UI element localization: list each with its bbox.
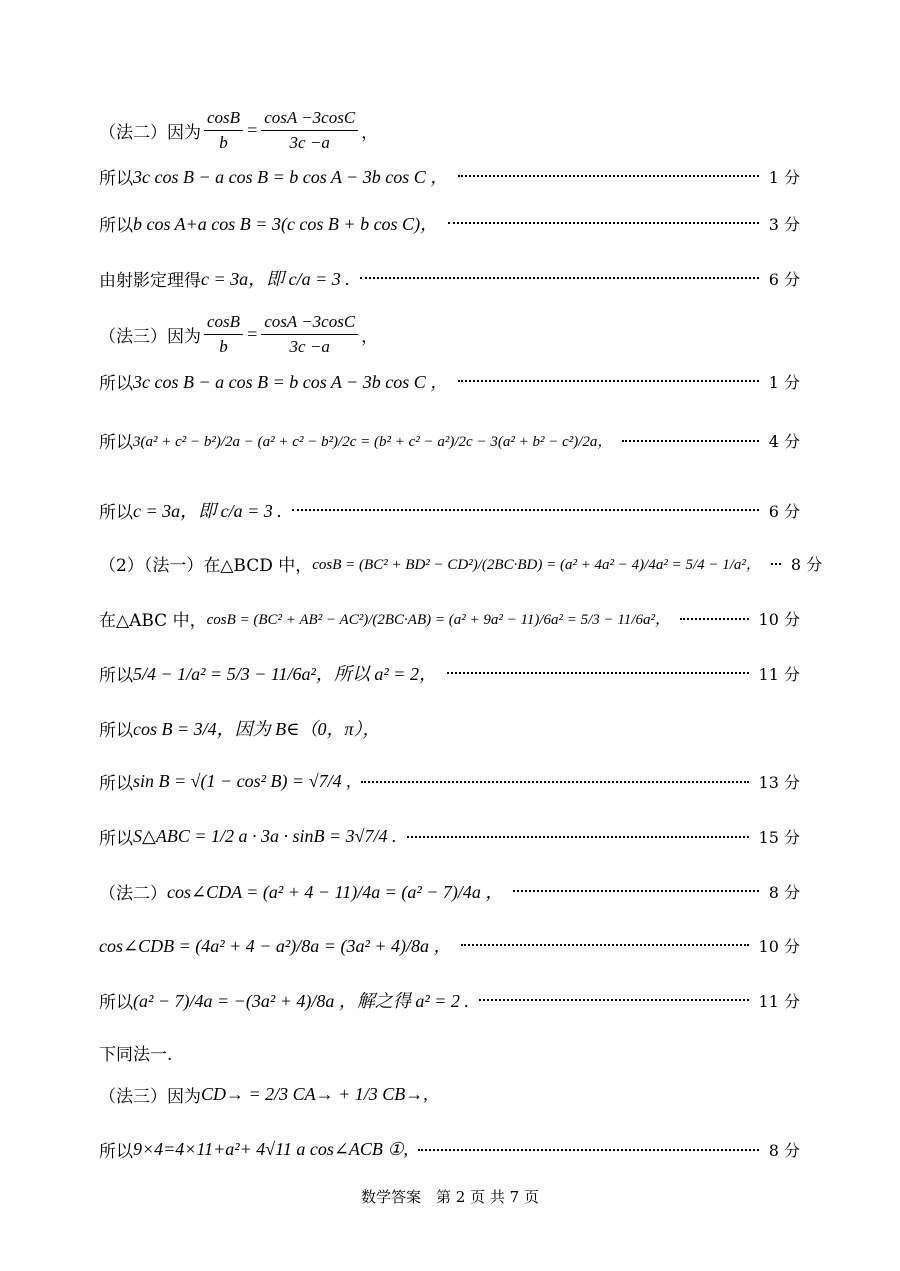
math-expr: 3c cos B − a cos B = b cos A − 3b cos C ， xyxy=(133,167,449,187)
dot-leader xyxy=(447,672,749,674)
score: 11 分 xyxy=(758,991,800,1011)
line-12: 所以 cos B = 3/4，因为 B∈（0，π）， xyxy=(99,715,800,741)
dot-leader xyxy=(458,175,758,177)
dot-leader xyxy=(407,836,749,838)
score: 8 分 xyxy=(768,1141,800,1160)
line-5: （法三）因为 $\frac{\cos B}{b}$ = $\frac{\cos A -3\cos C}{3c -a}$ ， xyxy=(99,312,379,356)
line-19: （法三）因为 CD→ = 2/3 CA→ + 1/3 CB→, xyxy=(99,1084,428,1107)
math-expr: cos B = 3/4，因为 B∈（0，π）， xyxy=(133,719,381,739)
line-15: （法二） cos∠CDA = (a² + 4 − 11)/4a = (a² − 7)/4a ， 8 分 xyxy=(99,878,800,904)
dot-leader xyxy=(622,440,758,442)
line-lead: （法三）因为 xyxy=(99,327,201,347)
math-expr: 3c cos B − a cos B = b cos A − 3b cos C ， xyxy=(133,372,449,392)
dot-leader xyxy=(771,563,781,565)
line-lead: （法二）因为 xyxy=(99,123,201,143)
dot-leader xyxy=(361,781,749,783)
dot-leader xyxy=(513,890,758,892)
math-expr: cosB = (BC² + AB² − AC²)/(2BC·AB) = (a² + 9a² − 11)/6a² = 5/3 − 11/6a²， xyxy=(206,612,670,628)
line-2: 所以 3c cos B − a cos B = b cos A − 3b cos C ， 1 分 xyxy=(99,163,800,189)
score: 6 分 xyxy=(768,501,800,521)
math-expr: cos∠CDB = (4a² + 4 − a²)/8a = (3a² + 4)/8a ， xyxy=(99,936,452,956)
score: 11 分 xyxy=(758,664,800,684)
score: 1 分 xyxy=(768,167,800,187)
score: 6 分 xyxy=(768,269,800,289)
line-6: 所以 3c cos B − a cos B = b cos A − 3b cos C ， 1 分 xyxy=(99,368,800,394)
math-expr: c = 3a，即 c/a = 3 . xyxy=(133,501,282,521)
dot-leader xyxy=(448,222,759,224)
math-expr: (a² − 7)/4a = −(3a² + 4)/8a ，解之得 a² = 2 . xyxy=(133,991,469,1011)
math-expr: sin B = √(1 − cos² B) = √7/4 , xyxy=(133,771,351,791)
dot-leader xyxy=(458,380,758,382)
math-expr: S△ABC = 1/2 a · 3a · sinB = 3√7/4 . xyxy=(133,826,397,846)
score: 8 分 xyxy=(790,555,823,574)
line-9: （2）（法一）在△BCD 中， cosB = (BC² + BD² − CD²)/(2BC·BD) = (a² + 4a² − 4)/4a² = 5/4 − 1/a²， 8 分 xyxy=(99,551,800,576)
dot-leader xyxy=(479,999,749,1001)
line-13: 所以 sin B = √(1 − cos² B) = √7/4 , 13 分 xyxy=(99,771,800,794)
line-18 xyxy=(99,1040,800,1065)
dot-leader xyxy=(292,509,759,511)
math-expr: 5/4 − 1/a² = 5/3 − 11/6a²，所以 a² = 2， xyxy=(133,664,437,684)
line-7: 所以 3(a² + c² − b²)/2a − (a² + c² − b²)/2c = (b² + c² − a²)/2c − 3(a² + b² − c²)/2a， 4 分 xyxy=(99,428,800,453)
dot-leader xyxy=(680,618,749,620)
score: 10 分 xyxy=(758,610,800,629)
fraction: $\frac{\cos A -3\cos C}{3c -a}$ xyxy=(261,108,358,153)
score: 1 分 xyxy=(768,372,800,392)
page-footer: 数学答案 第 2 页 共 7 页 xyxy=(361,1188,539,1206)
score: 15 分 xyxy=(758,828,800,847)
line-3: 所以 b cos A+a cos B = 3(c cos B + b cos C)， 3 分 xyxy=(99,210,800,236)
dot-leader xyxy=(360,277,759,279)
dot-leader xyxy=(418,1149,759,1151)
score: 4 分 xyxy=(768,432,800,451)
math-expr: cosB = (BC² + BD² − CD²)/(2BC·BD) = (a² + 4a² − 4)/4a² = 5/4 − 1/a²， xyxy=(312,557,761,573)
fraction: $\frac{\cos A -3\cos C}{3c -a}$ xyxy=(261,312,358,357)
line-11: 所以 5/4 − 1/a² = 5/3 − 11/6a²，所以 a² = 2， 11 分 xyxy=(99,660,800,686)
math-expr: CD→ = 2/3 CA→ + 1/3 CB→, xyxy=(201,1084,428,1104)
math-expr: b cos A+a cos B = 3(c cos B + b cos C)， xyxy=(133,214,439,234)
line-17: 所以 (a² − 7)/4a = −(3a² + 4)/8a ，解之得 a² = 2 . 11 分 xyxy=(99,987,800,1013)
fraction: $\frac{\cos B}{b}$ xyxy=(204,312,243,357)
line-20: 所以 9×4=4×11+a²+ 4√11 a cos∠ACB ①, 8 分 xyxy=(99,1139,800,1162)
math-expr: 3(a² + c² − b²)/2a − (a² + c² − b²)/2c = (b² + c² − a²)/2c − 3(a² + b² − c²)/2a， xyxy=(133,434,613,450)
line-4: 由射影定理得 c = 3a，即 c/a = 3 . 6 分 xyxy=(99,265,800,291)
line-10: 在△ABC 中， cosB = (BC² + AB² − AC²)/(2BC·AB) = (a² + 9a² − 11)/6a² = 5/3 − 11/6a²， 10 分 xyxy=(99,606,800,631)
fraction: $\frac{\cos B}{b}$ xyxy=(204,108,243,153)
line-16 xyxy=(99,932,800,958)
line-1: （法二）因为 $\frac{\cos B}{b}$ = $\frac{\cos A -3\cos C}{3c -a}$ ， xyxy=(99,108,379,152)
score: 8 分 xyxy=(768,882,800,902)
math-expr: cos∠CDA = (a² + 4 − 11)/4a = (a² − 7)/4a ， xyxy=(167,882,504,902)
line-14: 所以 S△ABC = 1/2 a · 3a · sinB = 3√7/4 . 15 分 xyxy=(99,826,800,849)
line-8: 所以 c = 3a，即 c/a = 3 . 6 分 xyxy=(99,497,800,523)
line-lead: 下同法一. xyxy=(99,1045,173,1065)
score: 10 分 xyxy=(758,936,800,956)
dot-leader xyxy=(461,944,748,946)
score: 13 分 xyxy=(758,773,800,792)
score: 3 分 xyxy=(768,214,800,234)
math-expr: 9×4=4×11+a²+ 4√11 a cos∠ACB ①, xyxy=(133,1139,409,1159)
math-expr: c = 3a，即 c/a = 3 . xyxy=(201,269,350,289)
